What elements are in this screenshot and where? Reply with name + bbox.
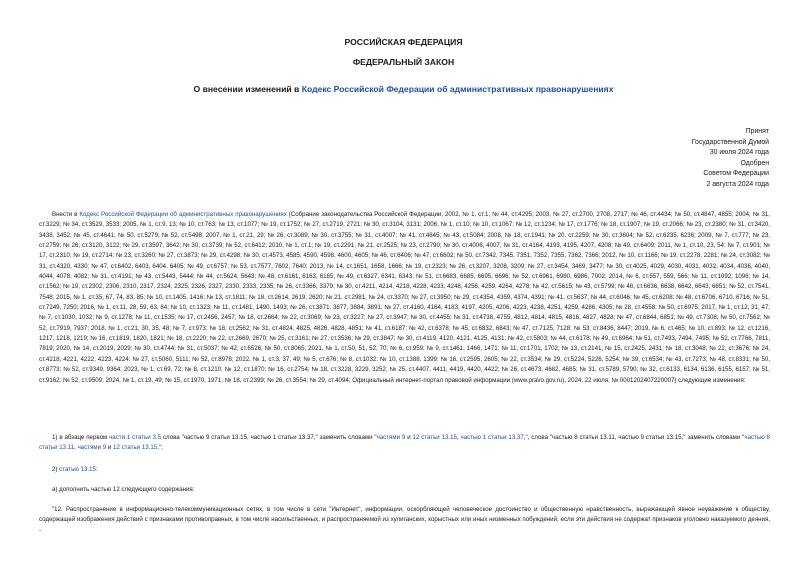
intro-paragraph xyxy=(39,210,770,386)
article-link[interactable]: статью 13.15 xyxy=(59,466,96,473)
acceptance-block xyxy=(692,127,769,191)
item-text: ,", слова "частью 8 статьи 13.11, частью 9 статьи 13.15," заменить словами " xyxy=(523,434,745,441)
ref-link[interactable]: частями 9 xyxy=(77,444,107,452)
new-part-12-quote: "12. Распространение в информационно-телекоммуникационных сетях, в том числе в сети "Интернет", информации, оскорбляющей человеческое достоинство и общественную нравственность, выражающей явное неуважение к обществу, содержащей изображения действий с признаками противоправных, в том числе насильственных, и распространяемой из хулиганских, корыстных или иных низменных побуждений, если эти действия не содержат признаков уголовно наказуемого деяния, - xyxy=(39,506,770,534)
accept-line: Принят xyxy=(745,128,769,135)
ref-link[interactable]: части 1 статьи 3.5 xyxy=(109,434,162,441)
amendment-item-1 xyxy=(39,433,770,454)
item-text: и xyxy=(106,444,114,452)
item-text: и xyxy=(405,434,413,441)
ref-link[interactable]: 12 статьи 13.15 xyxy=(113,444,158,452)
country-heading: РОССИЙСКАЯ ФЕДЕРАЦИЯ xyxy=(344,37,463,47)
accept-line: Советом Федерации xyxy=(703,170,769,178)
item-text: : xyxy=(95,466,98,473)
law-type-heading: ФЕДЕРАЛЬНЫЙ ЗАКОН xyxy=(352,57,455,67)
ref-link[interactable]: частями 9 xyxy=(376,434,406,441)
subitem-a: а) дополнить частью 12 следующего содержания: xyxy=(52,486,195,493)
code-title-link[interactable]: Кодекс Российской Федерации об административных правонарушениях xyxy=(301,84,614,94)
item-text: ,"; xyxy=(157,444,163,452)
item-text: 1) в абзаце первом xyxy=(52,434,110,441)
item-text: , xyxy=(456,434,461,441)
item-text: слова "частью 9 статьи 13.15, частью 1 статьи 13.37," заменить словами " xyxy=(161,434,377,441)
code-link[interactable]: Кодекс Российской Федерации об административных правонарушениях xyxy=(79,211,287,218)
ref-link[interactable]: частью 8 статьи 13.11 xyxy=(39,434,770,452)
ref-link[interactable]: частью 1 статьи 13.37 xyxy=(460,434,524,441)
item-number: 2) xyxy=(52,466,60,473)
accept-line: 30 июля 2024 года xyxy=(709,149,769,157)
title-prefix: О внесении изменений в xyxy=(193,84,302,94)
accept-line: Государственной Думой xyxy=(691,138,769,146)
intro-lead: Внести в xyxy=(52,211,80,218)
accept-line: 2 августа 2024 года xyxy=(706,180,769,188)
law-title xyxy=(0,84,807,94)
ref-link[interactable]: 12 статьи 13.15 xyxy=(412,434,457,441)
accept-line: Одобрен xyxy=(740,159,769,167)
item-text: , xyxy=(74,444,78,452)
amendment-item-2 xyxy=(39,465,770,475)
intro-sources: (Собрание законодательства Российской Федерации, 2002, № 1, ст.1; № 44, ст.4295; 2003, № 27, ст.2700, 2708, 2717; № 46, ст.4434; № 50, ст.4847, 4855; 2004, № 31, ст.3229; № 34, ст.3529, 3533; 2005, № 1, ст.9, 13; № 10, ст.763; № 13, ст.1077; № 19, ст.1752; № 27, ст.2719, 2721; № 30, ст.3104, 3131; 2006, № 1, ст.10; № 10, ст.1067; № 12, ст.1234; № 17, ст.1776; № 18, ст.1907; № 19, ст.2066; № 23, ст.2380; № 31, ст.3420, 3438, 3452; № 45, ст.4641; № 50, ст.5279; № 52, ст.5498; 2007, № 1, ст.21, 29; № 26, ст.3089; № 30, ст.3755; № 31, ст.4007; № 41, ст.4845; № 43, ст.5084; 2008, № 18, ст.1941; № 20, ст.2259; № 30, ст.3604; № 52, ст.6235, 6236; 2009, № 7, ст.777; № 23, ст.2759; № 26, ст.3120, 3122; № 29, ст.3597, 3642; № 30, ст.3739; № 52, ст.6412; 2010, № 1, ст.1; № 19, ст.2291; № 21, ст.2525; № 23, ст.2790; № 30, ст.4006, 4007; № 31, ст.4164, 4193, 4195, 4207, 4208; № 49, ст.6409; 2011, № 1, ст.10, 23, 54; № 7, ст.901; № 17, ст.2310; № 19, ст.2714; № 23, ст.3260; № 27, ст.3873; № 29, ст.4298; № 30, ст.4573, 4585, 4590, 4598, 4600, 4605; № 46, ст.6406; № 47, ст.6602; № 50, ст.7342, 7345, 7351, 7352, 7355, 7362, 7366; 2012, № 10, ст.1166; № 19, ст.2278, 2281; № 24, ст.3082; № 31, ст.4320, 4330; № 47, ст.6402, 6403, 6404, 6405; № 49, ст.6757; № 53, ст.7577, 7602, 7640; 2013, № 14, ст.1651, 1658, 1666; № 19, ст.2323; № 26, ст.3207, 3208, 3209; № 27, ст.3454, 3469, 3477; № 30, ст.4025, 4029, 4030, 4031, 4032, 4034, 4036, 4040, 4044, 4078, 4082; № 31, ст.4191; № 43, ст.5443, 5444; № 44, ст.5624, 5643; № 48, ст.6161, 6163, 6165; № 49, ст.6327, 6341, 6343; № 51, ст.6683, 6685, 6695, 6696; № 52, ст.6961, 6980, 6986, 7002; 2014, № 6, ст.557, 559, 566; № 11, ст.1092, 1096; № 14, ст.1562; № 19, ст.2302, 2306, 2310, 2317, 2324, 2325, 2326, 2327, 2330, 2333, 2335; № 26, ст.3366, 3379; № 30, ст.4211, 4214, 4218, 4228, 4233, 4248, 4256, 4259, 4264, 4278; № 42, ст.5615; № 43, ст.5799; № 48, ст.6636, 6638, 6642, 6643, 6651; № 52, ст.7541, 7548; 2015, № 1, ст.35, 67, 74, 83, 85; № 10, ст.1405, 1416; № 13, ст.1811; № 18, ст.2614, 2619, 2620; № 21, ст.2981; № 24, ст.3370; № 27, ст.3950; № 29, ст.4354, 4359, 4374, 4391; № 41, ст.5637; № 44, ст.6046; № 45, ст.6208; № 48, ст.6706, 6710, 6716; № 51, ст.7249, 7250; 2016, № 1, ст.11, 28, 59, 63, 84; № 10, ст.1323; № 11, ст.1481, 1490, 1493; № 26, ст.3871, 3877, 3884, 3891; № 27, ст.4160, 4164, 4183, 4197, 4205, 4206, 4223, 4238, 4251, 4259, 4286, 4305; № 28, ст.4558; № 50, ст.6975; 2017, № 1, ст.12, 31, 47; № 7, ст.1030, 1032; № 9, ст.1278; № 11, ст.1535; № 17, ст.2456, 2457; № 18, ст.2664; № 22, ст.3069; № 23, ст.3227; № 27, ст.3947; № 30, ст.4455; № 31, ст.4738, 4755, 4812, 4814, 4815, 4816, 4827, 4828; № 47, ст.6844, 6851; № 49, ст.7308; № 50, ст.7562; № 52, ст.7919, 7937; 2018, № 1, ст.21, 30, 35, 48; № 7, ст.973; № 18, ст.2562; № 31, ст.4824, 4825, 4826, 4828, 4851; № 41, ст.6187; № 42, ст.6378; № 45, ст.6832, 6843; № 47, ст.7125, 7128; № 53, ст.8436, 8447; 2019, № 6, ст.465; № 10, ст.893; № 12, ст.1216, 1217, 1218, 1219; № 16, ст.1819, 1820, 1821; № 18, ст.2220; № 22, ст.2669, 2670; № 25, ст.3161; № 27, ст.3536; № 29, ст.3847; № 30, ст.4119, 4120, 4121, 4125, 4131; № 42, ст.5803; № 44, ст.6178; № 49, ст.6964; № 51, ст.7493, 7494, 7495; № 52, ст.7766, 7811, 7819; 2020, № 14, ст.2019, 2029; № 30, ст.4744; № 31, ст.5037; № 42, ст.6526; № 50, ст.8065; 2021, № 1, ст.50, 51, 52, 70; № 6, ст.959; № 9, ст.1461, 1466, 1471; № 11, ст.1701, 1702; № 13, ст.2141; № 15, ст.2425, 2431; № 18, ст.3048; № 22, ст.3676; № 24, ст.4218, 4221, 4222, 4223, 4224; № 27, ст.5060, 5111; № 52, ст.8978; 2022, № 1, ст.3, 37, 49; № 5, ст.676; № 8, ст.1032; № 10, ст.1388, 1399; № 16, ст.2595, 2605; № 22, ст.3534; № 29, ст.5224, 5226, 5254; № 39, ст.6534; № 43, ст.7273; № 48, ст.8331; № 50, ст.8773; № 52, ст.9349, 9364; 2023, № 1, ст.69, 72; № 8, ст.1210; № 12, ст.1870; № 16, ст.2754; № 18, ст.3228, 3229, 3252; № 25, ст.4407, 4411, 4419, 4420, 4422; № 26, ст.4673, 4682, 4685; № 31, ст.5789, 5790; № 32, ст.6133, 6134, 6136, 6155, 6157; № 51, ст.9162; № 52, ст.9509; 2024, № 1, ст.19, 49; № 15, ст.1970, 1971; № 18, ст.2399; № 26, ст.3554; № 29, ст.4094; Официальный интернет-портал правовой информации (www.pravo.gov.ru), 2024, 22 июля, № 0001202407220007) следующие изменения: xyxy=(39,211,771,384)
